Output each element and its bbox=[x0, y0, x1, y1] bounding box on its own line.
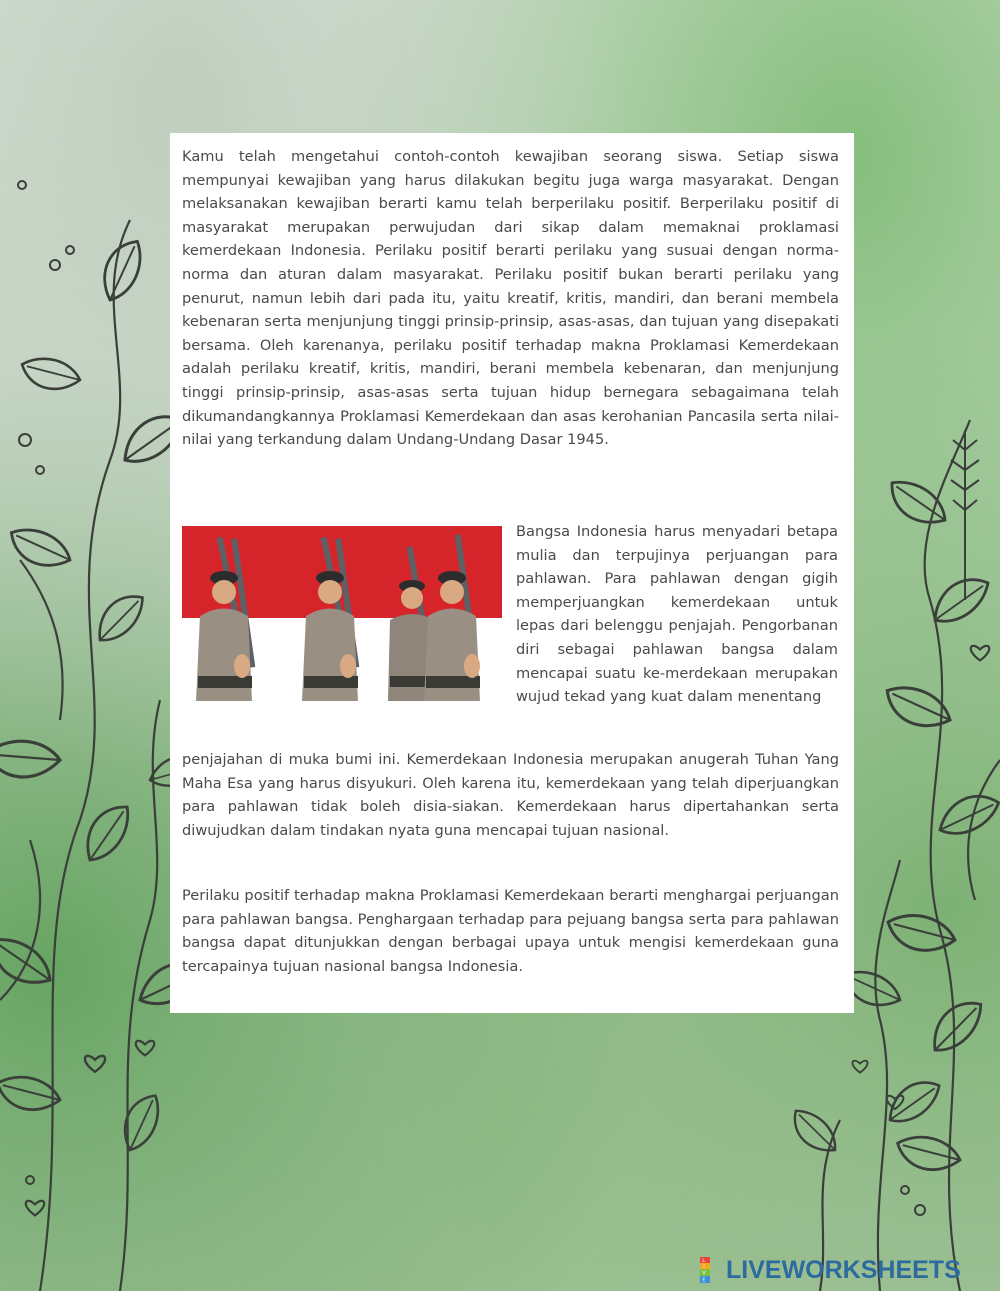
logo-letter: L bbox=[702, 1258, 705, 1264]
liveworksheets-logo-icon bbox=[700, 1257, 722, 1283]
paragraph-3: Perilaku positif terhadap makna Proklamasi Kemerdekaan berarti menghargai perjuangan para pahlawan bangsa. Penghargaan terhadap para pejuang bangsa serta para pahlawan bangsa dapat ditunjukkan dengan berbagai upaya untuk mengisi kemerdekaan guna tercapainya tujuan nasional bangsa Indonesia. bbox=[182, 887, 839, 975]
paragraph-1: Kamu telah mengetahui contoh-contoh kewajiban seorang siswa. Setiap siswa mempunyai kewajiban yang harus dilakukan begitu juga warga masyarakat. Dengan melaksanakan kewajiban berarti kamu telah berperilaku positif. Berperilaku positif di masyarakat merupakan perwujudan dari sikap dalam memaknai proklamasi kemerdekaan Indonesia. Perilaku positif berarti perilaku yang susuai dengan norma-norma dan aturan dalam masyarakat. Perilaku positif bukan berarti perilaku yang penurut, namun lebih dari pada itu, yaitu kreatif, kritis, mandiri, dan berani membela kebenaran serta menjunjung tinggi prinsip-prinsip, asas-asas, dan tujuan yang disepakati bersama. Oleh karenanya, perilaku positif terhadap makna Proklamasi Kemerdekaan adalah perilaku kreatif, kritis, mandiri, berani membela kebenaran, dan menjunjung tinggi prinsip-prinsip, asas-asas serta tujuan hidup bernegara sebagaimana telah dikumandangkannya Proklamasi Kemerdekaan dan asas kerohanian Pancasila serta nilai-nilai yang terkandung dalam Undang-Undang Dasar 1945. bbox=[182, 148, 839, 449]
liveworksheets-branding bbox=[700, 1255, 1000, 1285]
liveworksheets-wordmark: LIVEWORKSHEETS bbox=[726, 1255, 961, 1284]
paragraph-2-beside-image: Bangsa Indonesia harus menyadari betapa mulia dan terpujinya perjuangan para pahlawan. Para pahlawan dengan gigih memperjuangkan kemerdekaan untuk lepas dari belenggu penjajah. Pengorbanan diri sebagai pahlawan bangsa dalam mencapai suatu ke-merdekaan merupakan wujud tekad yang kuat dalam menentang bbox=[516, 523, 838, 706]
content-panel bbox=[170, 133, 854, 1013]
logo-letter: V bbox=[702, 1270, 706, 1277]
soldiers-with-flag-illustration bbox=[182, 526, 502, 711]
logo-letter: I bbox=[703, 1264, 705, 1270]
logo-letter: E bbox=[702, 1277, 706, 1283]
paragraph-2-continued: penjajahan di muka bumi ini. Kemerdekaan Indonesia merupakan anugerah Tuhan Yang Maha Esa yang harus disyukuri. Oleh karena itu, kemerdekaan yang telah diperjuangkan para pahlawan tidak boleh disia-siakan. Kemerdekaan harus dipertahankan serta diwujudkan dalam tindakan nyata guna mencapai tujuan nasional. bbox=[182, 751, 839, 839]
